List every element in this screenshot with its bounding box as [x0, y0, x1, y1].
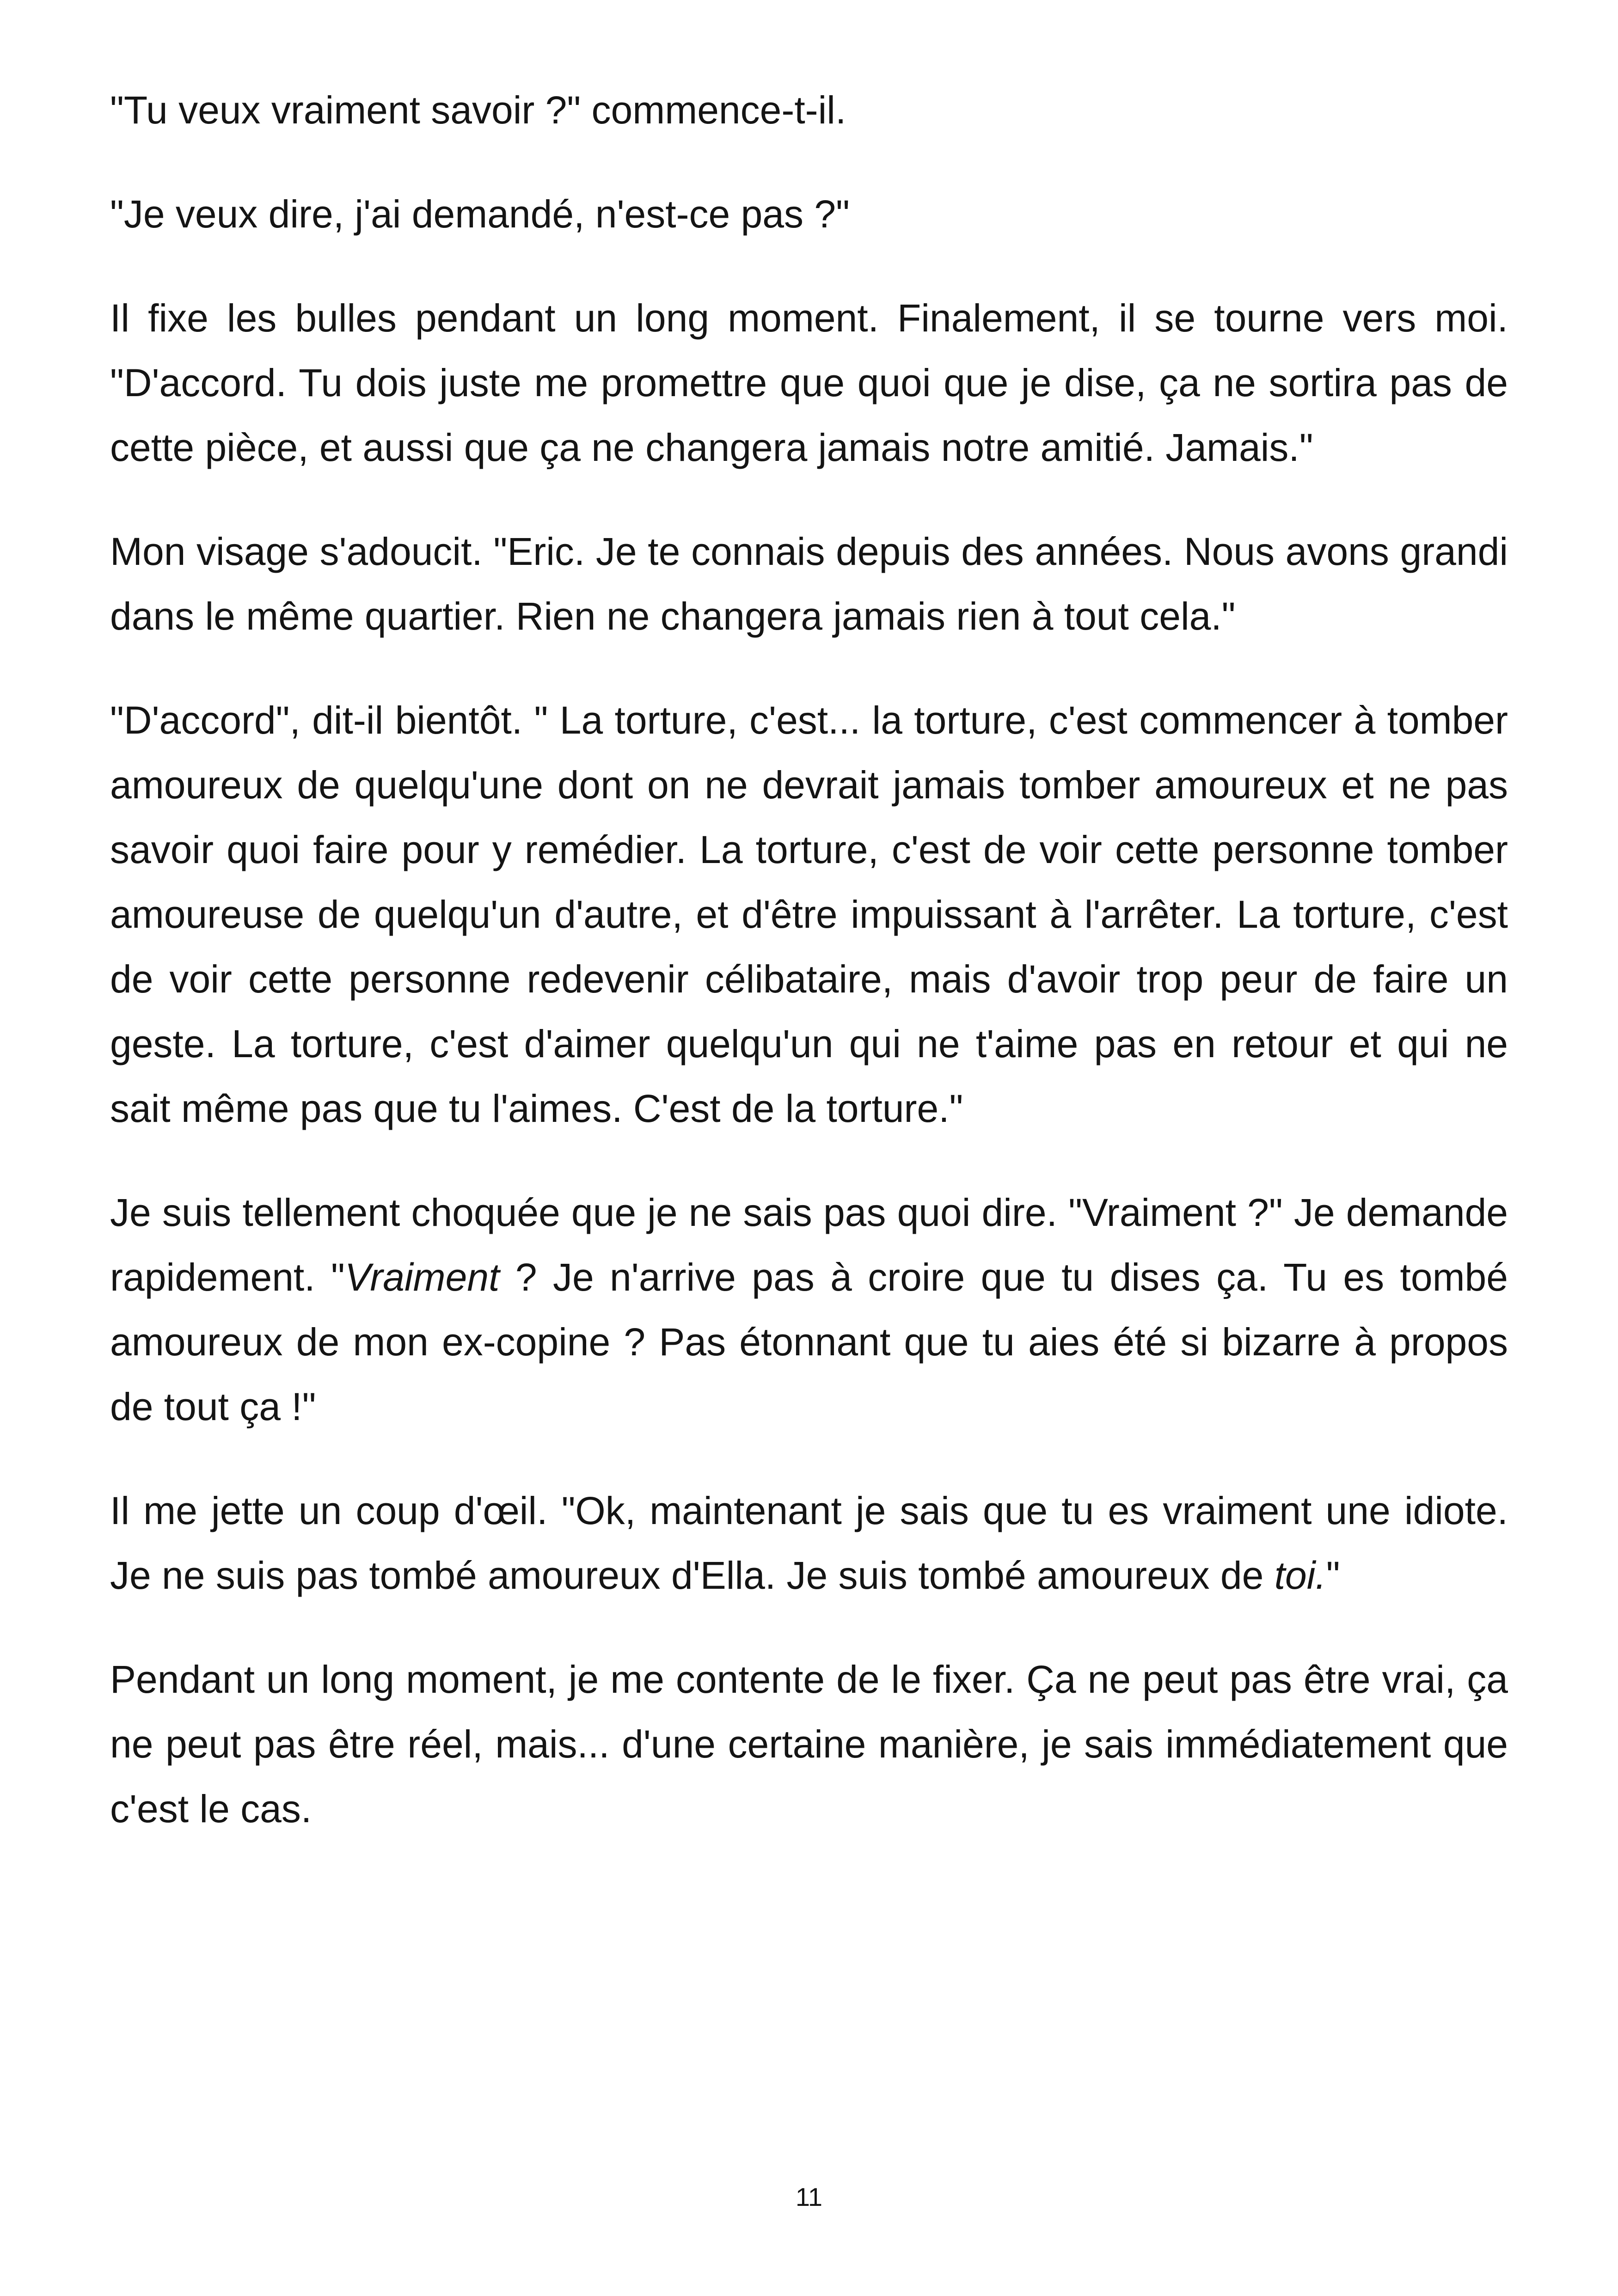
page-body: [110, 78, 1508, 1880]
page-number: 11: [795, 2182, 823, 2211]
paragraph-6: Je suis tellement choquée que je ne sais pas quoi dire. "Vraiment ?" Je demande rapidement. "Vraiment ? Je n'arrive pas à croire que tu dises ça. Tu es tombé amoureux de mon ex-copine ? Pas étonnant que tu aies été si bizarre à propos de tout ça !": [110, 1191, 1508, 1428]
italic-emphasis: toi.: [1274, 1554, 1326, 1597]
paragraph-1: "Tu veux vraiment savoir ?" commence-t-il.: [110, 88, 846, 132]
italic-emphasis: Vraiment: [344, 1255, 500, 1299]
paragraph-5: "D'accord", dit-il bientôt. " La torture, c'est... la torture, c'est commencer à tomber amoureux de quelqu'une dont on ne devrait jamais tomber amoureux et ne pas savoir quoi faire pour y remédier. La torture, c'est de voir cette personne tomber amoureuse de quelqu'un d'autre, et d'être impuissant à l'arrêter. La torture, c'est de voir cette personne redevenir célibataire, mais d'avoir trop peur de faire un geste. La torture, c'est d'aimer quelqu'un qui ne t'aime pas en retour et qui ne sait même pas que tu l'aimes. C'est de la torture.": [110, 698, 1508, 1130]
paragraph-4: Mon visage s'adoucit. "Eric. Je te connais depuis des années. Nous avons grandi dans le même quartier. Rien ne changera jamais rien à tout cela.": [110, 530, 1508, 638]
paragraph-8: Pendant un long moment, je me contente de le fixer. Ça ne peut pas être vrai, ça ne peut pas être réel, mais... d'une certaine manière, je sais immédiatement que c'est le cas.: [110, 1658, 1508, 1831]
paragraph-3: Il fixe les bulles pendant un long moment. Finalement, il se tourne vers moi. "D'accord. Tu dois juste me promettre que quoi que je dise, ça ne sortira pas de cette pièce, et aussi que ça ne changera jamais notre amitié. Jamais.": [110, 296, 1508, 469]
paragraph-7: Il me jette un coup d'œil. "Ok, maintenant je sais que tu es vraiment une idiote. Je ne suis pas tombé amoureux d'Ella. Je suis tombé amoureux de toi.": [110, 1489, 1508, 1597]
paragraph-2: "Je veux dire, j'ai demandé, n'est-ce pas ?": [110, 192, 850, 236]
